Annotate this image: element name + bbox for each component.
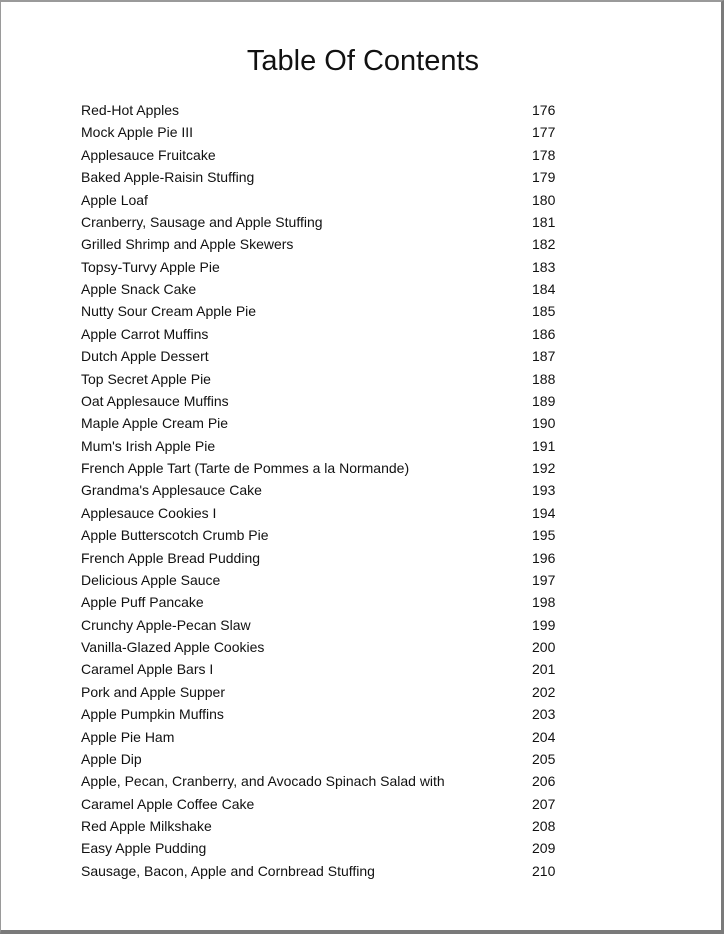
toc-entry-page-number: 204 [532, 728, 556, 745]
toc-entry[interactable] [81, 837, 581, 859]
toc-entry-title: Easy Apple Pudding [81, 840, 207, 857]
toc-entry-page-number: 177 [532, 124, 556, 141]
toc-entry[interactable] [81, 323, 581, 345]
toc-entry[interactable] [81, 547, 581, 569]
toc-entry-title: French Apple Tart (Tarte de Pommes a la Normande) [81, 460, 410, 476]
toc-entry[interactable] [81, 479, 581, 501]
toc-entry[interactable] [81, 502, 581, 524]
toc-entry-title: Apple, Pecan, Cranberry, and Avocado Spinach Salad with [81, 773, 445, 790]
toc-entry[interactable] [81, 189, 581, 211]
toc-entry[interactable] [81, 278, 581, 300]
toc-entry-page-number: 193 [532, 482, 556, 499]
toc-entry-page-number: 189 [532, 392, 556, 409]
toc-entry-page-number: 178 [532, 146, 556, 163]
toc-entry-title: Mock Apple Pie III [81, 124, 194, 141]
toc-entry-title: Oat Applesauce Muffins [81, 392, 229, 409]
toc-list [81, 99, 581, 882]
toc-entry[interactable] [81, 166, 581, 188]
toc-entry-title: Delicious Apple Sauce [81, 571, 221, 588]
toc-entry-title: Apple Puff Pancake [81, 594, 204, 611]
toc-entry-page-number: 206 [532, 773, 556, 790]
toc-entry[interactable] [81, 860, 581, 882]
toc-entry-page-number: 207 [532, 795, 556, 812]
toc-entry-page-number: 180 [532, 191, 556, 208]
toc-entry-title: Red-Hot Apples [81, 102, 180, 118]
toc-entry-title: Grandma's Applesauce Cake [81, 482, 262, 499]
toc-entry[interactable] [81, 412, 581, 434]
toc-entry-title: Apple Butterscotch Crumb Pie [81, 527, 269, 544]
toc-entry[interactable] [81, 591, 581, 613]
toc-entry-page-number: 191 [532, 437, 556, 454]
toc-entry-title: Pork and Apple Supper [81, 683, 225, 700]
toc-entry-page-number: 199 [532, 616, 556, 633]
toc-entry-title: Red Apple Milkshake [81, 818, 212, 834]
toc-entry-page-number: 195 [532, 527, 556, 544]
toc-entry-page-number: 201 [532, 661, 556, 678]
toc-entry[interactable] [81, 435, 581, 457]
toc-entry-title: Apple Pumpkin Muffins [81, 706, 224, 723]
toc-entry-page-number: 176 [532, 102, 556, 118]
toc-entry-page-number: 190 [532, 415, 556, 432]
toc-entry[interactable] [81, 256, 581, 278]
toc-entry-title: French Apple Bread Pudding [81, 549, 261, 566]
toc-entry[interactable] [81, 368, 581, 390]
toc-entry[interactable] [81, 636, 581, 658]
toc-entry-page-number: 200 [532, 639, 556, 655]
toc-entry[interactable] [81, 144, 581, 166]
toc-entry-page-number: 179 [532, 169, 556, 186]
toc-entry[interactable] [81, 233, 581, 255]
toc-entry-page-number: 186 [532, 325, 556, 342]
toc-entry-page-number: 202 [532, 683, 556, 700]
toc-entry[interactable] [81, 815, 581, 837]
toc-entry-title: Applesauce Cookies I [81, 504, 217, 521]
toc-entry-title: Grilled Shrimp and Apple Skewers [81, 236, 294, 253]
toc-entry-page-number: 183 [532, 258, 556, 275]
toc-entry[interactable] [81, 211, 581, 233]
toc-entry[interactable] [81, 345, 581, 367]
toc-entry-title: Sausage, Bacon, Apple and Cornbread Stuffing [81, 862, 375, 879]
toc-entry-page-number: 210 [532, 862, 556, 879]
toc-entry-title: Apple Pie Ham [81, 728, 175, 745]
toc-entry-page-number: 198 [532, 594, 556, 611]
toc-entry[interactable] [81, 770, 581, 792]
toc-entry-title: Apple Loaf [81, 191, 148, 208]
toc-entry-title: Crunchy Apple-Pecan Slaw [81, 616, 251, 633]
toc-entry[interactable] [81, 658, 581, 680]
toc-entry-page-number: 205 [532, 750, 556, 767]
toc-entry[interactable] [81, 748, 581, 770]
toc-entry-page-number: 192 [532, 460, 556, 476]
toc-entry-title: Apple Carrot Muffins [81, 325, 209, 342]
toc-entry-page-number: 209 [532, 840, 556, 857]
toc-entry-page-number: 187 [532, 348, 556, 365]
toc-entry-page-number: 194 [532, 504, 556, 521]
toc-entry-page-number: 182 [532, 236, 556, 253]
toc-entry[interactable] [81, 390, 581, 412]
toc-entry-title: Apple Dip [81, 750, 142, 767]
toc-entry-title: Baked Apple-Raisin Stuffing [81, 169, 255, 186]
toc-entry-title: Dutch Apple Dessert [81, 348, 209, 365]
toc-entry[interactable] [81, 726, 581, 748]
toc-entry-title: Mum's Irish Apple Pie [81, 437, 216, 454]
toc-entry[interactable] [81, 121, 581, 143]
toc-entry-title: Vanilla-Glazed Apple Cookies [81, 639, 265, 655]
toc-entry[interactable] [81, 703, 581, 725]
toc-entry-page-number: 185 [532, 303, 556, 320]
toc-entry-page-number: 203 [532, 706, 556, 723]
toc-entry[interactable] [81, 793, 581, 815]
toc-entry-page-number: 197 [532, 571, 556, 588]
toc-entry-title: Applesauce Fruitcake [81, 146, 216, 163]
toc-entry-page-number: 181 [532, 213, 556, 230]
toc-entry-page-number: 188 [532, 370, 556, 387]
toc-entry-title: Caramel Apple Coffee Cake [81, 795, 255, 812]
toc-entry[interactable] [81, 524, 581, 546]
toc-entry-title: Top Secret Apple Pie [81, 370, 211, 387]
toc-entry-page-number: 196 [532, 549, 556, 566]
toc-entry-title: Caramel Apple Bars I [81, 661, 214, 678]
toc-entry-title: Nutty Sour Cream Apple Pie [81, 303, 257, 320]
toc-entry-page-number: 208 [532, 818, 556, 834]
toc-entry[interactable] [81, 569, 581, 591]
toc-entry[interactable] [81, 300, 581, 322]
toc-entry-title: Cranberry, Sausage and Apple Stuffing [81, 213, 323, 230]
toc-entry-title: Maple Apple Cream Pie [81, 415, 229, 432]
toc-entry-page-number: 184 [532, 281, 556, 297]
toc-entry[interactable] [81, 457, 581, 479]
toc-entry[interactable] [81, 99, 581, 121]
toc-entry-title: Apple Snack Cake [81, 281, 197, 297]
page-title: Table Of Contents [246, 45, 480, 77]
toc-entry[interactable] [81, 614, 581, 636]
toc-entry[interactable] [81, 681, 581, 703]
toc-entry-title: Topsy-Turvy Apple Pie [81, 258, 220, 275]
